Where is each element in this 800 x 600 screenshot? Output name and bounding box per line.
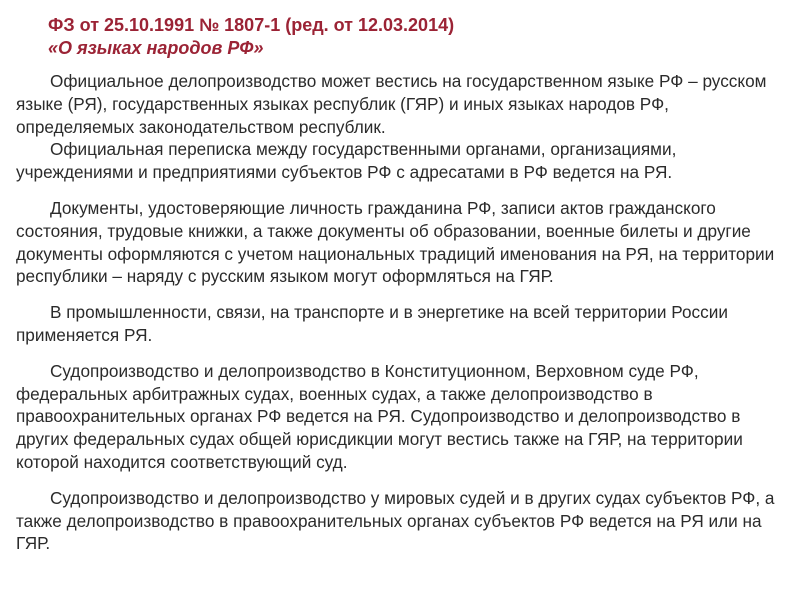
paragraph-official-records: Официальное делопроизводство может вестись на государственном языке РФ – русском языке (РЯ), государственных языках республик (ГЯР) и иных языках народов РФ, определяемых законодательством республик. [16, 71, 767, 137]
law-reference: ФЗ от 25.10.1991 № 1807-1 (ред. от 12.03.2014) [48, 15, 455, 35]
paragraph-regional-courts: Судопроизводство и делопроизводство у мировых судей и в других судах субъектов РФ, а также делопроизводство в правоохранительных органах субъектов РФ ведется на РЯ или на ГЯР. [16, 487, 775, 554]
slide-body [16, 70, 780, 555]
paragraph-official-correspondence: Официальная переписка между государственными органами, организациями, учреждениями и предприятиями субъектов РФ с адресатами в РФ ведется на РЯ. [16, 139, 677, 183]
paragraph-federal-courts: Судопроизводство и делопроизводство в Конституционном, Верховном суде РФ, федеральных арбитражных судах, военных судах, а также делопроизводство в правоохранительных органах РФ ведется на РЯ. Судопроизводство и делопроизводство в других федеральных судах общей юрисдикции могут вестись также на ГЯР, на территории которой находится соответствующий суд. [16, 360, 743, 472]
law-title: «О языках народов РФ» [48, 38, 264, 58]
slide-header [48, 14, 768, 60]
paragraph-industry: В промышленности, связи, на транспорте и в энергетике на всей территории России применяется РЯ. [16, 302, 728, 345]
paragraph-identity-documents: Документы, удостоверяющие личность гражданина РФ, записи актов гражданского состояния, трудовые книжки, а также документы об образовании, военные билеты и другие документы оформляются с учетом национальных традиций именования на РЯ, на территории республики – наряду с русским языком могут оформляться на ГЯР. [16, 197, 775, 287]
